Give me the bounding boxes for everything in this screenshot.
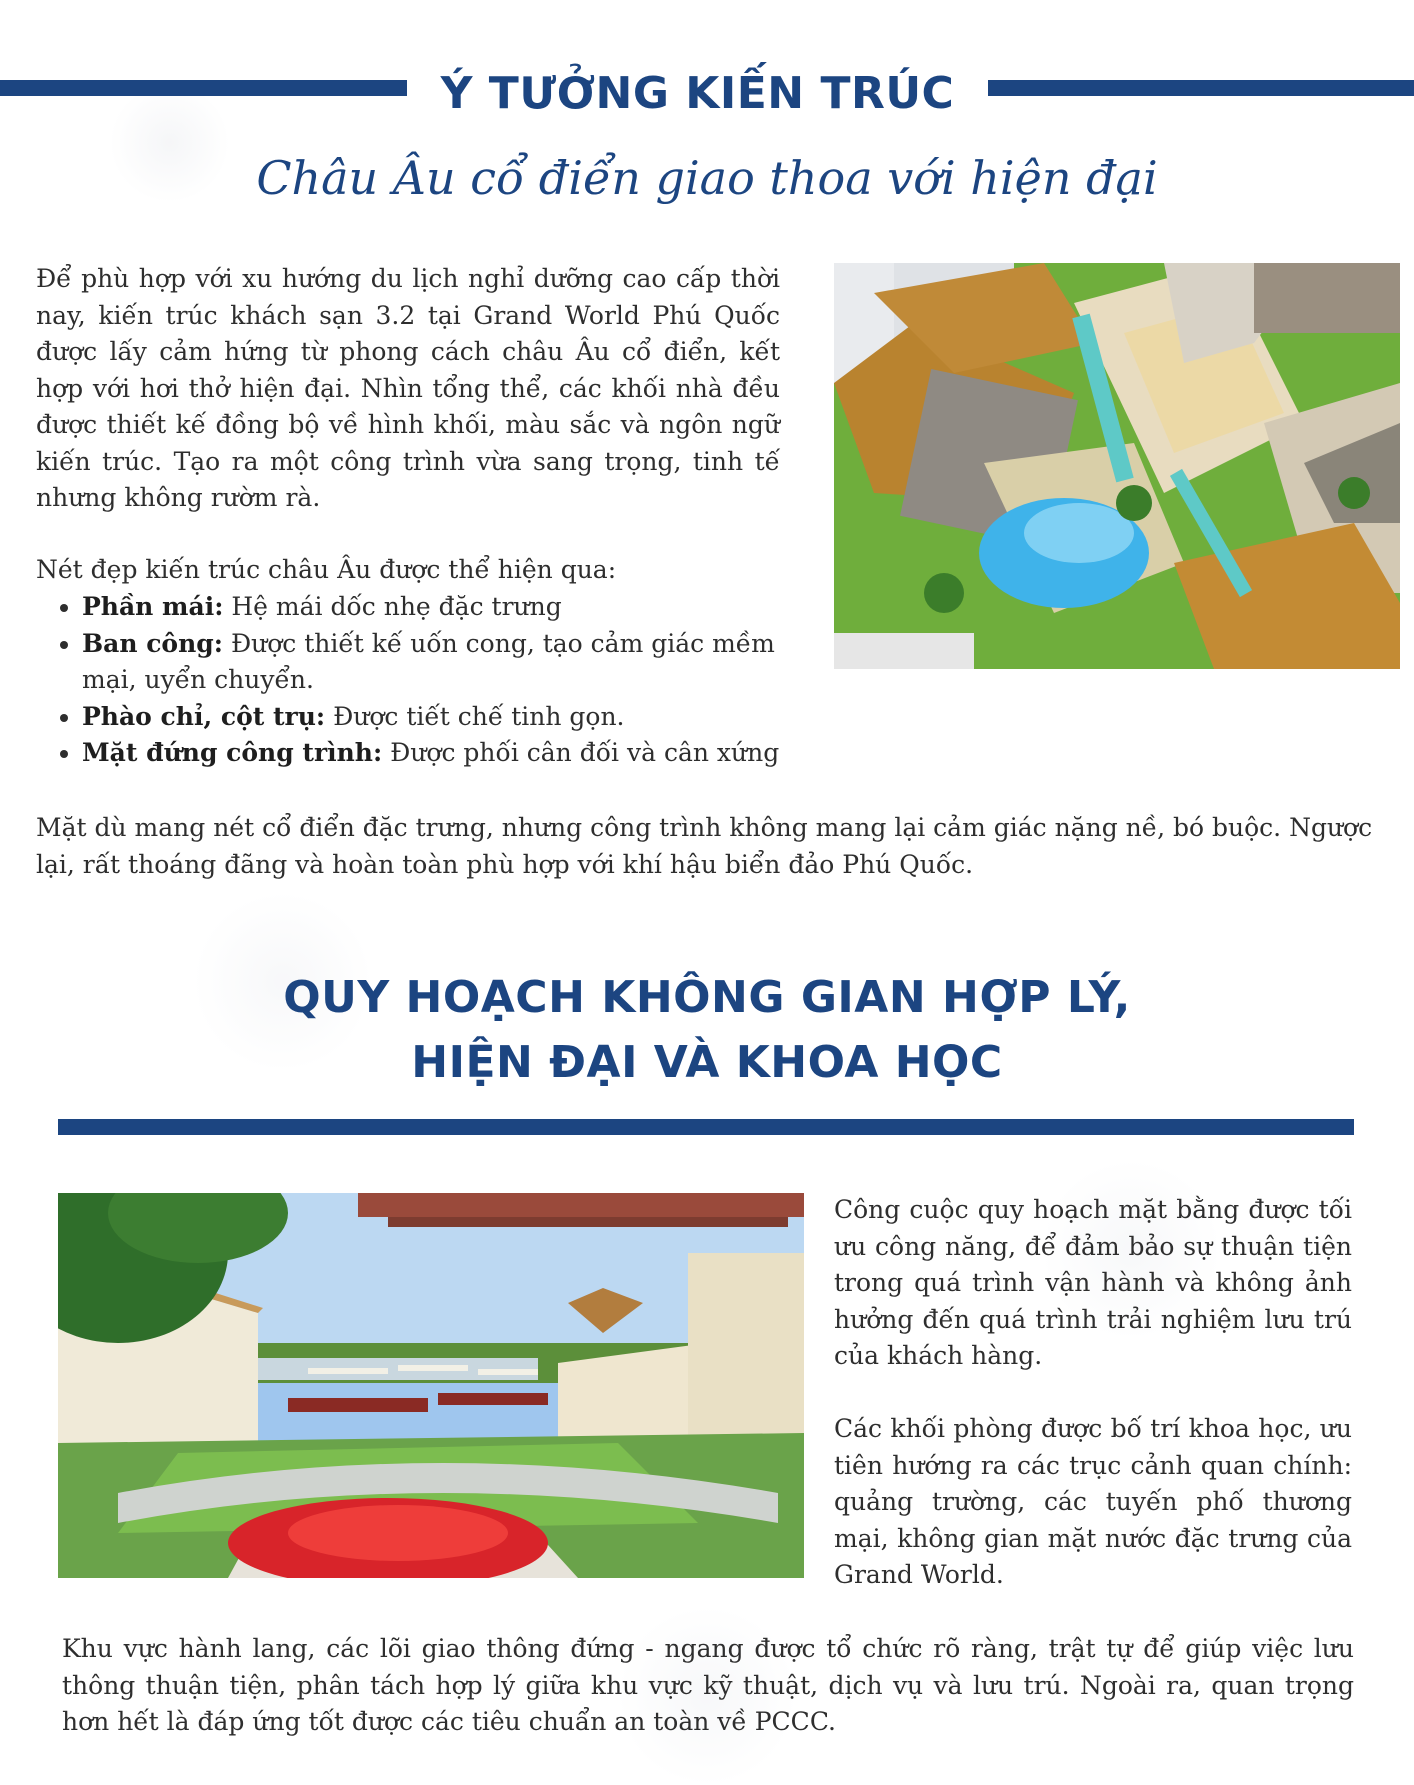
title-rule-left [0,80,407,96]
aerial-hotel-image [834,263,1400,669]
section2-closing: Khu vực hành lang, các lõi giao thông đứng - ngang được tổ chức rõ ràng, trật tự để giúp việc lưu thông thuận tiện, phân tách hợp lý giữa khu vực kỹ thuật, dịch vụ và lưu trú. Ngoài ra, quan trọng hơn hết là đáp ứng tốt được các tiêu chuẩn an toàn về PCCC. [62,1634,1354,1736]
section1-intro: Để phù hợp với xu hướng du lịch nghỉ dưỡng cao cấp thời nay, kiến trúc khách sạn 3.2 tại Grand World Phú Quốc được lấy cảm hứng từ phong cách châu Âu cổ điển, kết hợp với hơi thở hiện đại. Nhìn tổng thể, các khối nhà đều được thiết kế đồng bộ về hình khối, màu sắc và ngôn ngữ kiến trúc. Tạo ra một công trình vừa sang trọng, tinh tế nhưng không rườm rà. [36,264,780,512]
garden-courtyard-image [58,1193,804,1578]
section1-closing: Mặt dù mang nét cổ điển đặc trưng, nhưng công trình không mang lại cảm giác nặng nề, bó buộc. Ngược lại, rất thoáng đãng và hoàn toàn phù hợp với khí hậu biển đảo Phú Quốc. [36,813,1373,879]
section2-rule [58,1119,1354,1135]
section1-subtitle: Châu Âu cổ điển giao thoa với hiện đại [256,151,1158,205]
section1-list-intro: Nét đẹp kiến trúc châu Âu được thể hiện qua: [36,555,617,584]
list-item: • Ban công: Được thiết kế uốn cong, tạo cảm giác mềm mại, uyển chuyển. [82,626,780,699]
list-item: • Phần mái: Hệ mái dốc nhẹ đặc trưng [82,589,780,626]
list-item: • Mặt đứng công trình: Được phối cân đối và cân xứng [82,735,780,772]
section2-para1: Công cuộc quy hoạch mặt bằng được tối ưu công năng, để đảm bảo sự thuận tiện trong quá trình vận hành và không ảnh hưởng đến quá trình trải nghiệm lưu trú của khách hàng. [834,1195,1352,1370]
section2-title-line2: HIỆN ĐẠI VÀ KHOA HỌC [411,1037,1003,1088]
section2-title-line1: QUY HOẠCH KHÔNG GIAN HỢP LÝ, [283,972,1131,1023]
feature-list [36,589,780,772]
list-item: • Phào chỉ, cột trụ: Được tiết chế tinh gọn. [82,699,780,736]
section2-para2: Các khối phòng được bố trí khoa học, ưu tiên hướng ra các trục cảnh quan chính: quảng trường, các tuyến phố thương mại, không gian mặt nước đặc trưng của Grand World. [834,1414,1352,1589]
section1-title: Ý TƯỞNG KIẾN TRÚC [440,68,955,119]
title-rule-right [988,80,1414,96]
